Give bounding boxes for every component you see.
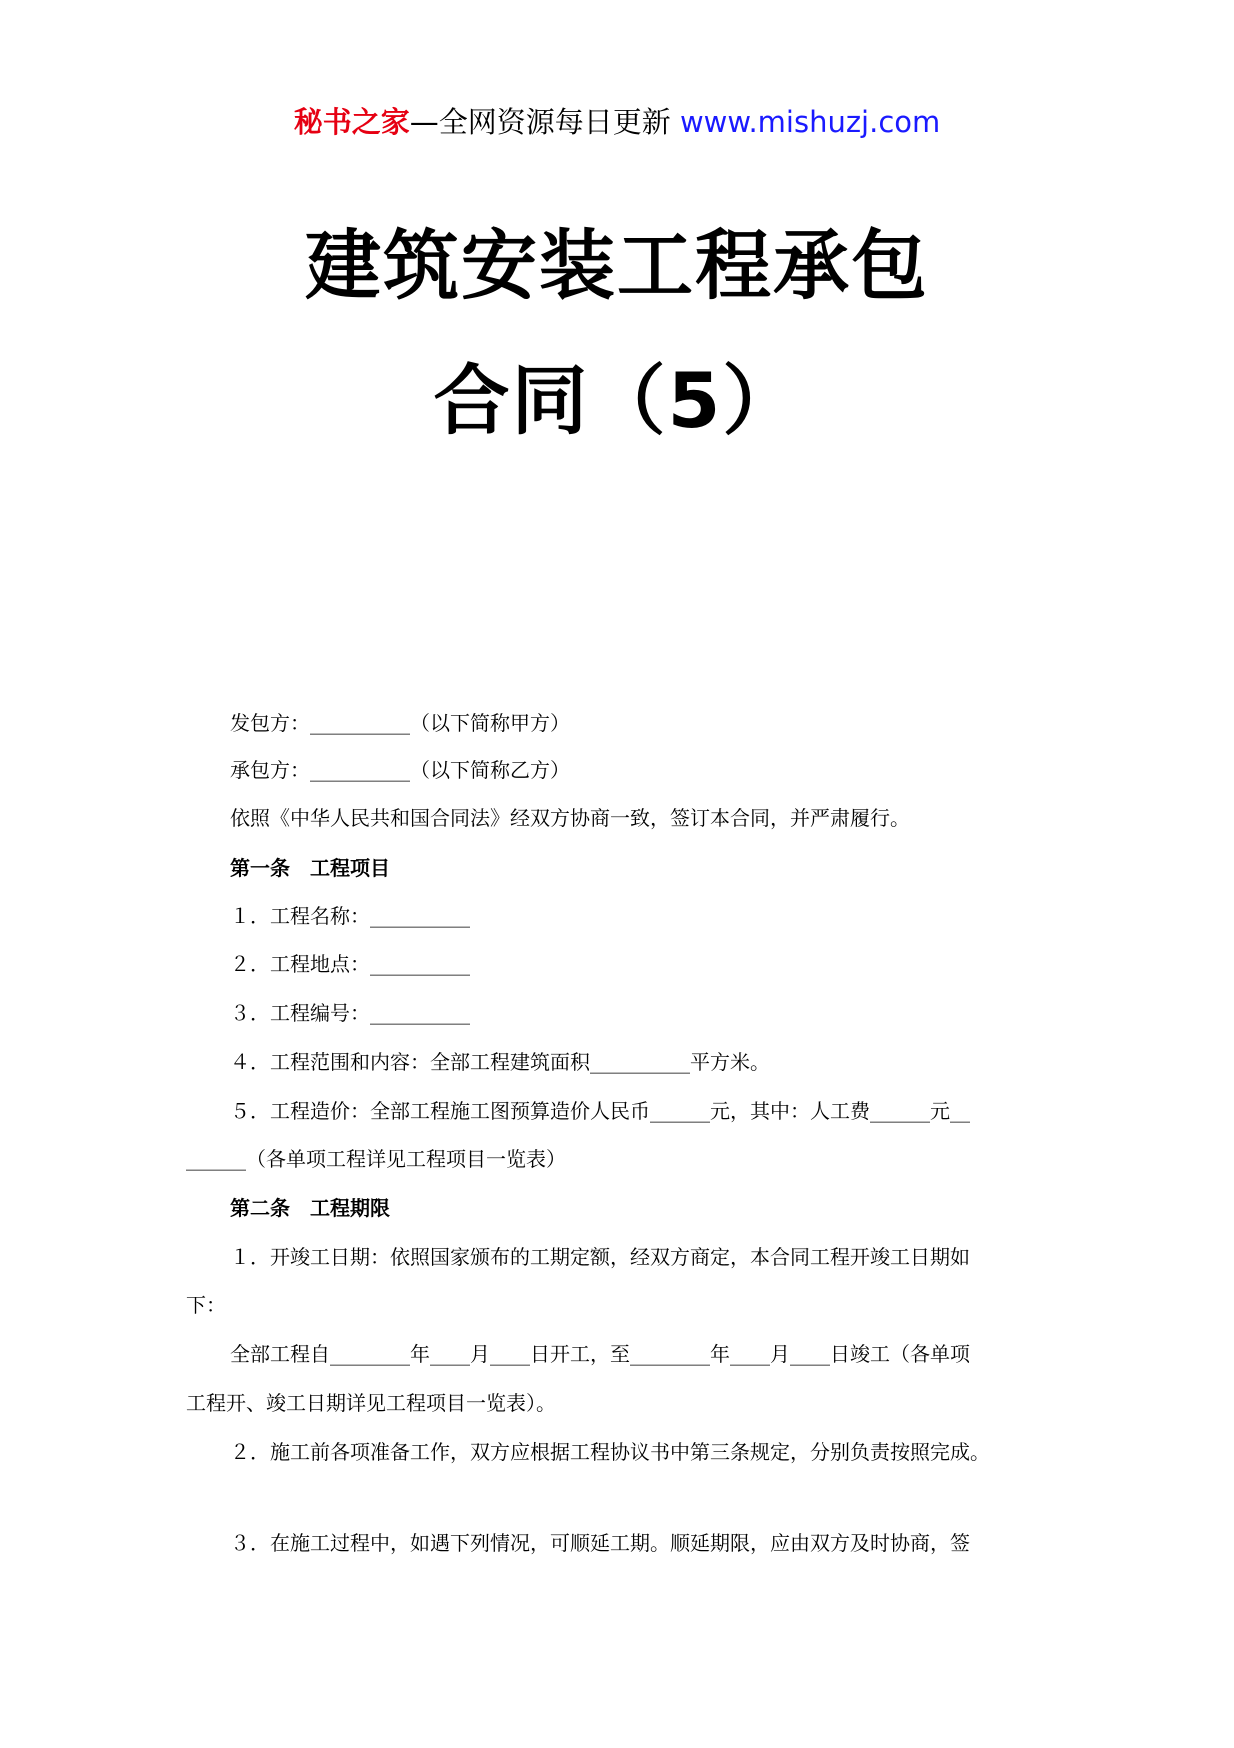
article-2-heading: 第二条 工程期限 — [230, 1196, 390, 1220]
brand-name: 秘书之家 — [293, 105, 410, 139]
preparation-line: ２．施工前各项准备工作，双方应根据工程协议书中第三条规定，分别负责按照完成。 — [230, 1440, 990, 1464]
header-slogan: —全网资源每日更新 — [409, 105, 680, 139]
party-b-line: 承包方：__________（以下简称乙方） — [230, 758, 570, 782]
article-1-heading: 第一条 工程项目 — [230, 856, 390, 880]
extension-line: ３．在施工过程中，如遇下列情况，可顺延工期。顺延期限，应由双方及时协商，签 — [230, 1531, 970, 1555]
start-completion-date-continued-line: 下： — [186, 1293, 226, 1317]
project-number-line: ３．工程编号：__________ — [230, 1001, 470, 1025]
document-title-line-1: 建筑安装工程承包 — [305, 221, 929, 310]
document-title-line-2: 合同（5） — [433, 356, 801, 445]
project-cost-line: ５．工程造价：全部工程施工图预算造价人民币______元，其中：人工费______元__ — [230, 1099, 970, 1123]
project-location-line: ２．工程地点：__________ — [230, 952, 470, 976]
start-completion-date-line: １．开竣工日期：依照国家颁布的工期定额，经双方商定，本合同工程开竣工日期如 — [230, 1245, 970, 1269]
project-scope-line: ４．工程范围和内容：全部工程建筑面积__________平方米。 — [230, 1050, 770, 1074]
project-name-line: １．工程名称：__________ — [230, 904, 470, 928]
site-header — [0, 100, 1234, 141]
party-a-line: 发包方：__________（以下简称甲方） — [230, 711, 570, 735]
website-link[interactable]: www.mishuzj.com — [679, 105, 941, 139]
preamble-line: 依照《中华人民共和国合同法》经双方协商一致，签订本合同，并严肃履行。 — [230, 806, 910, 830]
schedule-continued-line: 工程开、竣工日期详见工程项目一览表）。 — [186, 1391, 556, 1415]
schedule-line: 全部工程自________年____月____日开工，至________年____月____日竣工（各单项 — [230, 1342, 970, 1366]
project-cost-continued-line: ______（各单项工程详见工程项目一览表） — [186, 1147, 566, 1171]
